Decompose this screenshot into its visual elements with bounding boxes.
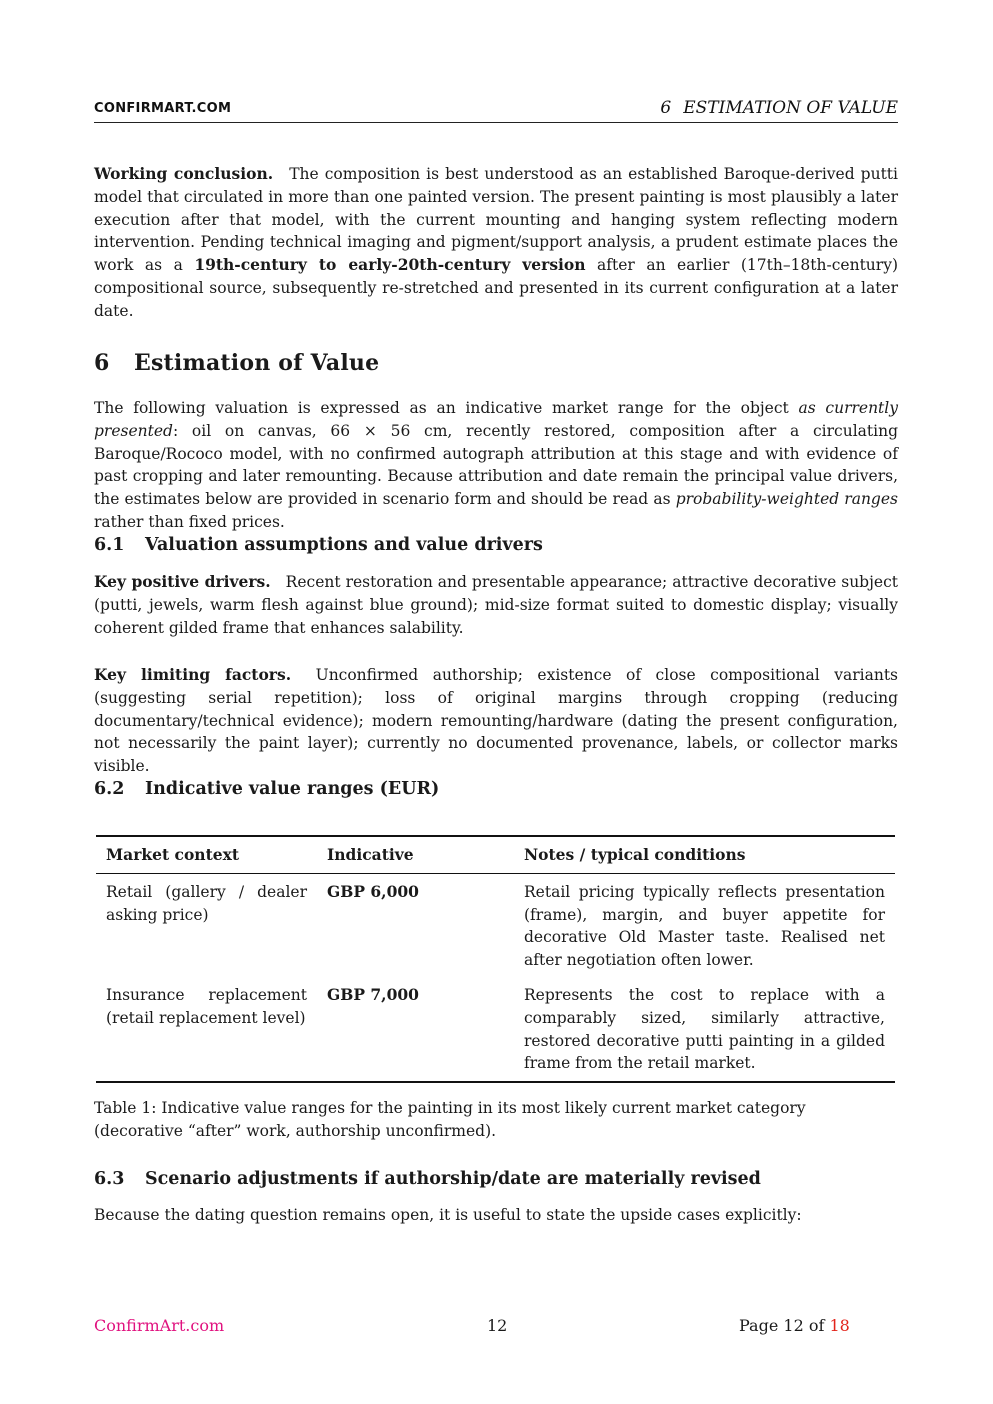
footer-page-number: 12 xyxy=(487,1316,508,1335)
section-6-2-title: Indicative value ranges (EUR) xyxy=(145,779,440,799)
footer-site-link[interactable]: ConfirmArt.com xyxy=(94,1316,225,1335)
row-insurance-notes: Represents the cost to replace with a comparably sized, similarly attractive, restored decorative putti painting in a gilded frame from the retail market. xyxy=(524,985,885,1073)
row-insurance-value: GBP 7,000 xyxy=(327,984,419,1004)
section-6-number: 6 xyxy=(94,350,110,376)
page-footer xyxy=(94,1316,898,1338)
table-header-row xyxy=(96,836,895,873)
value-ranges-table xyxy=(96,835,895,1083)
section-6-title: Estimation of Value xyxy=(134,350,380,376)
running-head xyxy=(660,98,898,118)
header-market-context: Market context xyxy=(106,845,239,864)
working-conclusion-runin: Working conclusion. xyxy=(94,164,274,183)
section-6-1-heading xyxy=(94,535,543,555)
section-6-2-heading xyxy=(94,779,439,799)
intro-italic-2: probability-weighted ranges xyxy=(675,490,898,509)
section-6-heading xyxy=(94,350,379,376)
working-conclusion-text-before: The composition is best understood as an established Baroque-derived putti model that circulated in more than one painted version. The present painting is most plausibly a later execution after that model, with the current mounting and hanging system reflecting modern intervention. Pending technical imaging and pigment/support analysis, a prudent estimate places the work as a xyxy=(94,165,898,275)
section-6-3-number: 6.3 xyxy=(94,1169,125,1189)
row-insurance-context: Insurance replacement (retail replacement level) xyxy=(106,985,307,1027)
positive-drivers-runin: Key positive drivers. xyxy=(94,572,271,591)
table-row xyxy=(96,873,895,978)
section-6-2-number: 6.2 xyxy=(94,779,125,799)
section-6-3-title: Scenario adjustments if authorship/date are materially revised xyxy=(145,1169,761,1189)
page-header xyxy=(94,98,898,123)
running-head-number: 6 xyxy=(660,98,672,118)
section-6-3-text: Because the dating question remains open, it is useful to state the upside cases explicitly: xyxy=(94,1206,802,1224)
intro-text-3: rather than fixed prices. xyxy=(94,512,285,531)
section-6-1-title: Valuation assumptions and value drivers xyxy=(145,535,543,555)
row-retail-context: Retail (gallery / dealer asking price) xyxy=(106,882,307,924)
limiting-factors-text: Unconfirmed authorship; existence of close compositional variants (suggesting serial repetition); loss of original margins through cropping (reducing documentary/technical evidence); modern remounting/hardware (dating the present configuration, not necessarily the paint layer); currently no documented provenance, labels, or collector marks visible. xyxy=(94,666,899,776)
running-head-title: ESTIMATION OF VALUE xyxy=(683,98,898,118)
table-caption: Table 1: Indicative value ranges for the painting in its most likely current market category (decorative “after” work, authorship unconfirmed). xyxy=(94,1099,806,1140)
limiting-factors-paragraph xyxy=(94,664,898,778)
working-conclusion-bold-phrase: 19th-century to early-20th-century version xyxy=(194,255,586,275)
working-conclusion-paragraph xyxy=(94,163,898,323)
section-6-3-heading xyxy=(94,1169,761,1189)
positive-drivers-text: Recent restoration and presentable appearance; attractive decorative subject (putti, jewels, warm flesh against blue ground); mid-size format suited to domestic display; visually coherent gilded frame that enhances salability. xyxy=(94,573,898,637)
row-retail-value: GBP 6,000 xyxy=(327,881,419,901)
footer-total-pages-link[interactable]: 18 xyxy=(829,1316,850,1335)
row-retail-notes: Retail pricing typically reflects presentation (frame), margin, and buyer appetite for decorative Old Master taste. Realised net after negotiation often lower. xyxy=(524,882,885,970)
intro-text-2: : oil on canvas, 66 × 56 cm, recently restored, composition after a circulating Baroque/Rococo model, with no confirmed autograph attribution at this stage and with evidence of past cropping and later remounting. Because attribution and date remain the principal value drivers, the estimates below are provided in scenario form and should be read as xyxy=(94,421,898,509)
header-notes: Notes / typical conditions xyxy=(524,845,746,864)
limiting-factors-runin: Key limiting factors. xyxy=(94,665,292,684)
intro-italic-1: as currently presented xyxy=(94,399,898,440)
section-6-intro xyxy=(94,397,898,534)
footer-page-of-prefix: Page 12 of xyxy=(739,1316,825,1335)
footer-page-of xyxy=(739,1316,850,1335)
positive-drivers-paragraph xyxy=(94,571,898,639)
section-6-1-number: 6.1 xyxy=(94,535,125,555)
intro-text-1: The following valuation is expressed as an indicative market range for the object xyxy=(94,399,789,417)
table-row xyxy=(96,978,895,1082)
header-indicative: Indicative xyxy=(327,845,414,864)
confirmart-logo: CONFIRMART.COM xyxy=(94,101,232,116)
working-conclusion-text-after: after an earlier (17th–18th-century) compositional source, subsequently re-stretched and presented in its current configuration at a later date. xyxy=(94,256,899,320)
